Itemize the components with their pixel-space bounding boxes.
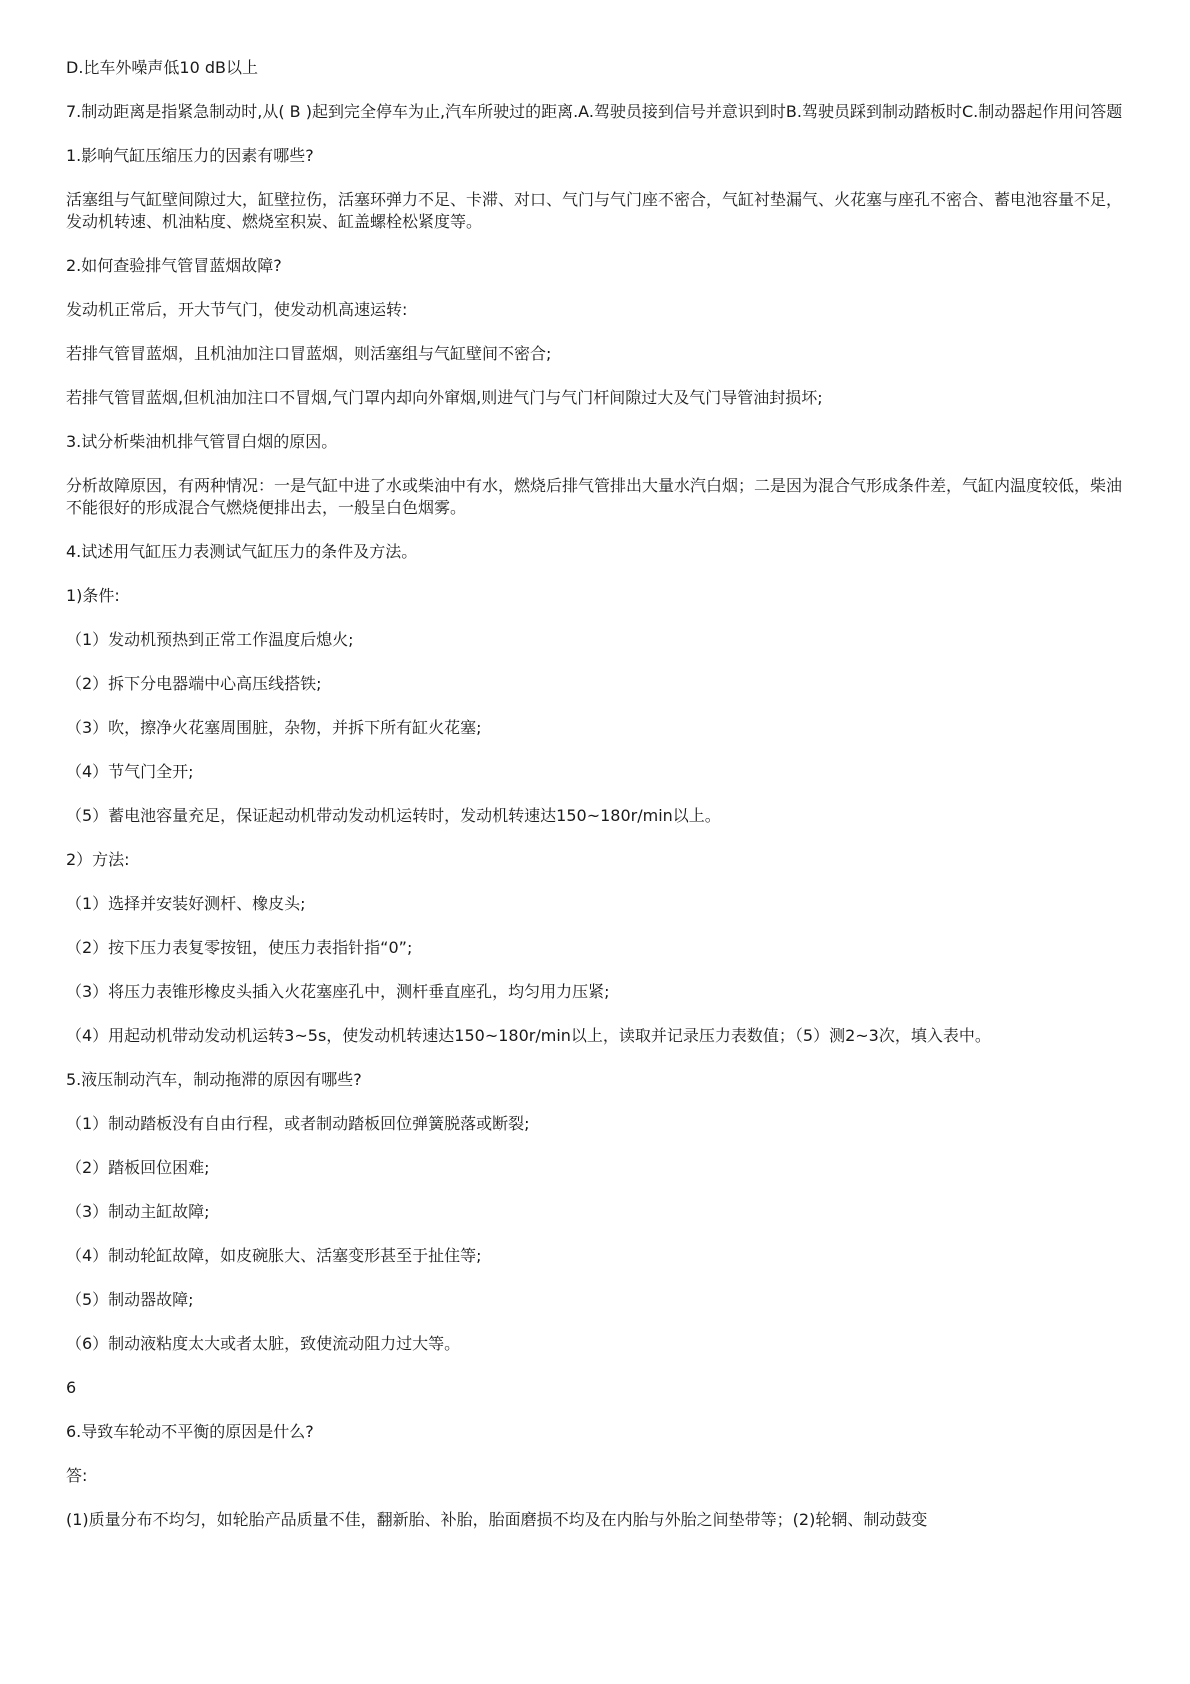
list-item-condition-3: （3）吹，擦净火花塞周围脏，杂物，并拆下所有缸火花塞; (66, 718, 482, 737)
answer-paragraph-1: 活塞组与气缸壁间隙过大，缸壁拉伤，活塞环弹力不足、卡滞、对口、气门与气门座不密合，气缸衬垫漏气、火花塞与座孔不密合、蓄电池容量不足，发动机转速、机油粘度、燃烧室积炭、缸盖螺栓松紧度等。 (66, 190, 1123, 231)
list-item-condition-1: （1）发动机预热到正常工作温度后熄火; (66, 630, 354, 649)
list-item-condition-4: （4）节气门全开; (66, 762, 194, 781)
question-heading-5: 5.液压制动汽车，制动拖滞的原因有哪些? (66, 1070, 362, 1089)
paragraph-option-d: D.比车外噪声低10 dB以上 (66, 58, 258, 77)
list-item-method-1: （1）选择并安装好测杆、橡皮头; (66, 894, 306, 913)
paragraph-question-7: 7.制动距离是指紧急制动时,从( B )起到完全停车为止,汽车所驶过的距离.A.驾驶员接到信号并意识到时B.驾驶员踩到制动踏板时C.制动器起作用问答题 (66, 102, 1123, 121)
list-item-cause-4: （4）制动轮缸故障，如皮碗胀大、活塞变形甚至于扯住等; (66, 1246, 482, 1265)
question-heading-4: 4.试述用气缸压力表测试气缸压力的条件及方法。 (66, 542, 418, 561)
list-item-cause-5: （5）制动器故障; (66, 1290, 194, 1309)
list-item-method-4: （4）用起动机带动发动机运转3~5s，使发动机转速达150~180r/min以上，读取并记录压力表数值；（5）测2~3次，填入表中。 (66, 1026, 991, 1045)
list-item-cause-3: （3）制动主缸故障; (66, 1202, 210, 1221)
question-heading-1: 1.影响气缸压缩压力的因素有哪些? (66, 146, 314, 165)
list-item-cause-1: （1）制动踏板没有自由行程，或者制动踏板回位弹簧脱落或断裂; (66, 1114, 530, 1133)
question-heading-6: 6.导致车轮动不平衡的原因是什么? (66, 1422, 314, 1441)
list-item-condition-5: （5）蓄电池容量充足，保证起动机带动发动机运转时，发动机转速达150~180r/min以上。 (66, 806, 721, 825)
list-item-cause-6: （6）制动液粘度太大或者太脏，致使流动阻力过大等。 (66, 1334, 461, 1353)
subheading-method: 2）方法: (66, 850, 130, 869)
answer-paragraph-6: (1)质量分布不均匀，如轮胎产品质量不佳，翻新胎、补胎，胎面磨损不均及在内胎与外胎之间垫带等；(2)轮辋、制动鼓变 (66, 1510, 928, 1529)
document-body (66, 57, 1128, 1553)
subheading-conditions: 1)条件: (66, 586, 120, 605)
answer-paragraph-2c: 若排气管冒蓝烟,但机油加注口不冒烟,气门罩内却向外窜烟,则进气门与气门杆间隙过大及气门导管油封损坏; (66, 388, 823, 407)
list-item-method-2: （2）按下压力表复零按钮，使压力表指针指“0”; (66, 938, 413, 957)
list-item-condition-2: （2）拆下分电器端中心高压线搭铁; (66, 674, 322, 693)
answer-paragraph-2a: 发动机正常后，开大节气门，使发动机高速运转: (66, 300, 408, 319)
answer-label: 答: (66, 1466, 88, 1485)
question-heading-3: 3.试分析柴油机排气管冒白烟的原因。 (66, 432, 338, 451)
list-item-method-3: （3）将压力表锥形橡皮头插入火花塞座孔中，测杆垂直座孔，均匀用力压紧; (66, 982, 610, 1001)
list-item-cause-2: （2）踏板回位困难; (66, 1158, 210, 1177)
page-number-marker: 6 (66, 1378, 77, 1397)
answer-paragraph-2b: 若排气管冒蓝烟，且机油加注口冒蓝烟，则活塞组与气缸壁间不密合; (66, 344, 552, 363)
question-heading-2: 2.如何查验排气管冒蓝烟故障? (66, 256, 282, 275)
answer-paragraph-3: 分析故障原因，有两种情况：一是气缸中进了水或柴油中有水，燃烧后排气管排出大量水汽白烟；二是因为混合气形成条件差，气缸内温度较低，柴油不能很好的形成混合气燃烧便排出去，一般呈白色烟雾。 (66, 476, 1123, 517)
